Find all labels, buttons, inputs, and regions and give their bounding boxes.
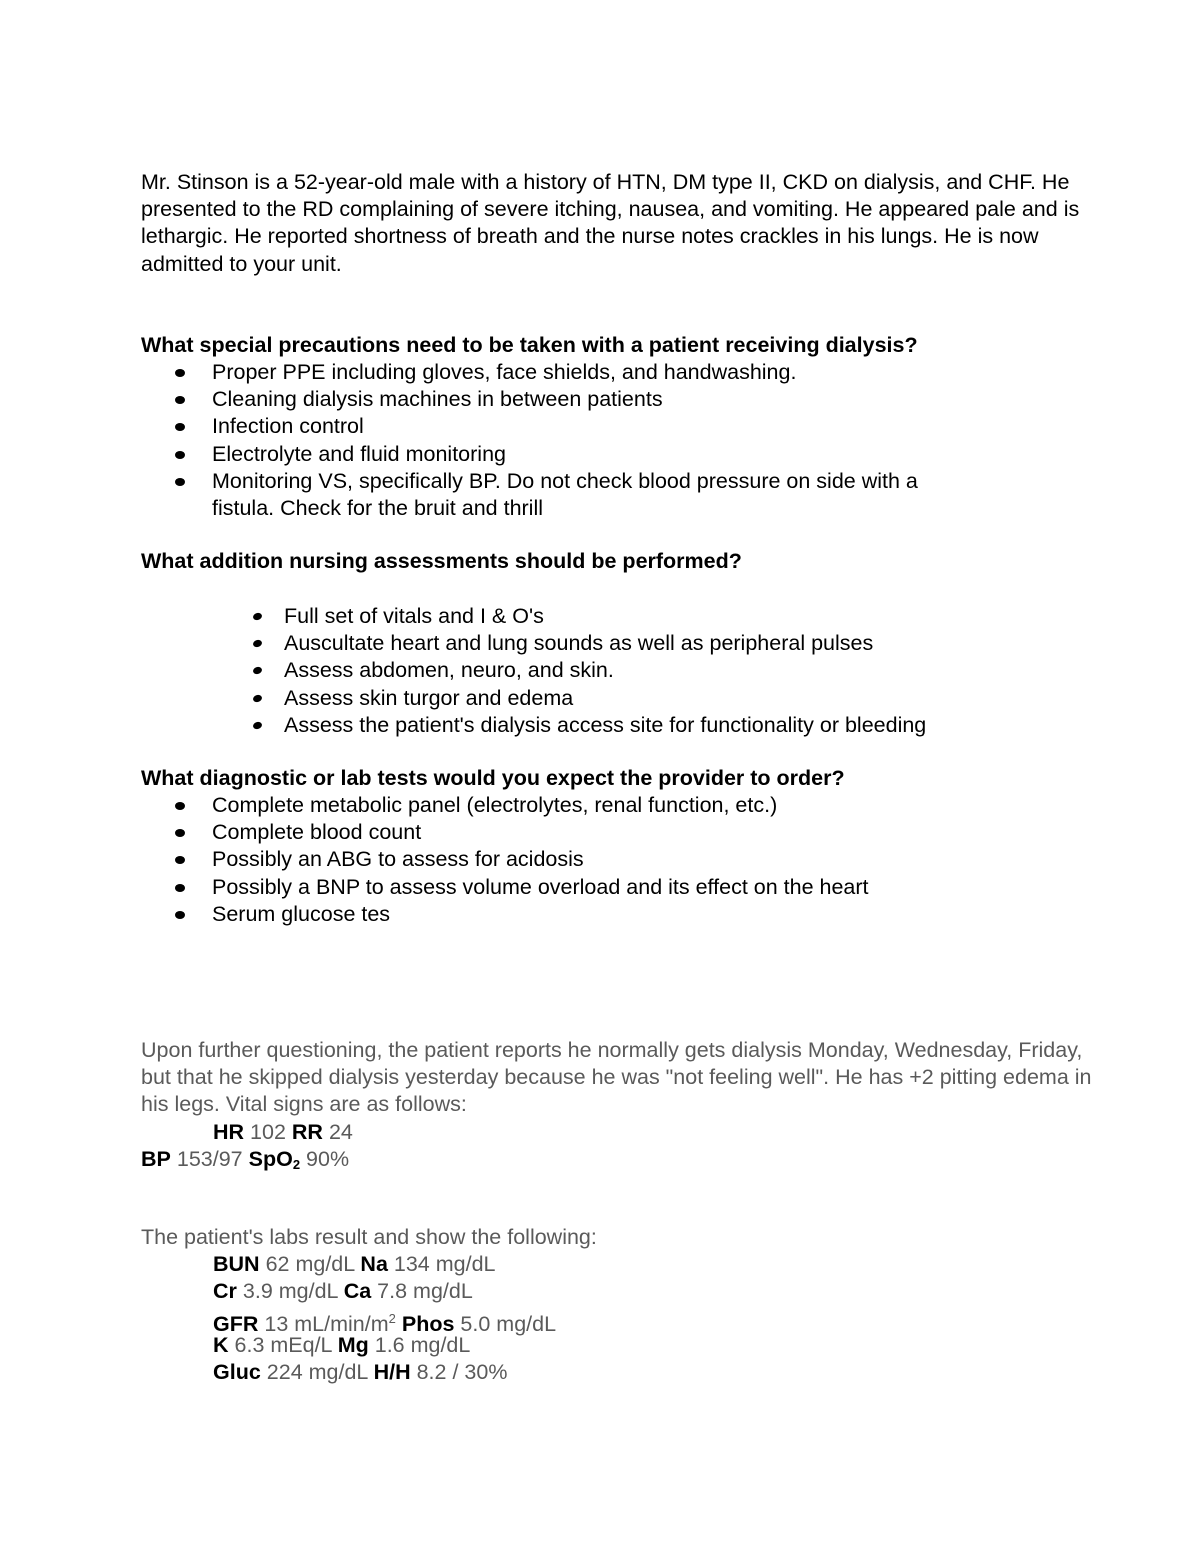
list-item: Auscultate heart and lung sounds as well as peripheral pulses [213, 630, 1093, 657]
hr-value: 102 [250, 1120, 286, 1144]
list-item: Monitoring VS, specifically BP. Do not check blood pressure on side with a fistula. Check for the bruit and thrill [141, 468, 1021, 522]
bullet-icon [175, 911, 185, 919]
spo2-value: 90% [306, 1147, 350, 1171]
list-item: Electrolyte and fluid monitoring [141, 441, 1021, 468]
bullet-icon [252, 612, 263, 622]
list-item: Possibly a BNP to assess volume overload and its effect on the heart [141, 874, 1021, 901]
question-diagnostics: What diagnostic or lab tests would you expect the provider to order? [141, 766, 845, 790]
bp-value: 153/97 [176, 1147, 243, 1171]
labs-intro: The patient's labs result and show the following: [141, 1225, 597, 1249]
vitals-line-2 [141, 1146, 349, 1178]
lab-row: Gluc 224 mg/dL H/H 8.2 / 30% [213, 1360, 508, 1384]
bullet-icon [175, 829, 185, 837]
precautions-list [141, 359, 1021, 522]
list-item: Infection control [141, 413, 1021, 440]
followup-paragraph: Upon further questioning, the patient reports he normally gets dialysis Monday, Wednesday, Friday, but that he skipped dialysis yesterday because he was "not feeling well". He has +2 pitting edema in his legs. Vital signs are as follows: [141, 1038, 1092, 1117]
question-assessments: What addition nursing assessments should be performed? [141, 549, 742, 573]
list-item: Cleaning dialysis machines in between patients [141, 386, 1021, 413]
bullet-icon [175, 478, 185, 486]
bullet-icon [252, 666, 263, 676]
bullet-icon [175, 451, 185, 459]
hr-label: HR [213, 1120, 245, 1144]
list-item: Proper PPE including gloves, face shields, and handwashing. [141, 359, 1021, 386]
bullet-icon [252, 693, 263, 703]
bullet-icon [252, 720, 263, 730]
question-precautions: What special precautions need to be taken with a patient receiving dialysis? [141, 333, 918, 357]
bp-label: BP [141, 1147, 171, 1171]
lab-row: Cr 3.9 mg/dL Ca 7.8 mg/dL [213, 1279, 473, 1303]
bullet-icon [175, 856, 185, 864]
vitals-line-1 [213, 1119, 353, 1146]
list-item: Serum glucose tes [141, 901, 1021, 928]
bullet-icon [252, 639, 263, 649]
list-item: Complete blood count [141, 819, 1021, 846]
bullet-icon [175, 369, 185, 377]
list-item: Complete metabolic panel (electrolytes, renal function, etc.) [141, 792, 1021, 819]
bullet-icon [175, 396, 185, 404]
case-intro: Mr. Stinson is a 52-year-old male with a history of HTN, DM type II, CKD on dialysis, and CHF. He presented to the RD complaining of severe itching, nausea, and vomiting. He appeared pale and is lethargic. He reported shortness of breath and the nurse notes crackles in his lungs. He is now admitted to your unit. [141, 170, 1080, 276]
lab-row: BUN 62 mg/dL Na 134 mg/dL [213, 1252, 496, 1276]
spo2-label: SpO$_2$ [248, 1147, 301, 1172]
assessments-list [213, 603, 1093, 739]
lab-row: GFR 13 $mL/\min/m^2$ Phos 5.0 mg/dL [213, 1311, 557, 1336]
rr-label: RR [291, 1120, 323, 1144]
bullet-icon [175, 802, 185, 810]
diagnostics-list [141, 792, 1021, 928]
list-item: Full set of vitals and I & O's [213, 603, 1093, 630]
list-item: Assess the patient's dialysis access site for functionality or bleeding [213, 712, 1093, 739]
list-item: Assess skin turgor and edema [213, 685, 1093, 712]
list-item: Assess abdomen, neuro, and skin. [213, 657, 1093, 684]
lab-row: K 6.3 mEq/L Mg 1.6 mg/dL [213, 1333, 471, 1357]
list-item: Possibly an ABG to assess for acidosis [141, 846, 1021, 873]
bullet-icon [175, 884, 185, 892]
rr-value: 24 [328, 1120, 353, 1144]
bullet-icon [175, 423, 185, 431]
